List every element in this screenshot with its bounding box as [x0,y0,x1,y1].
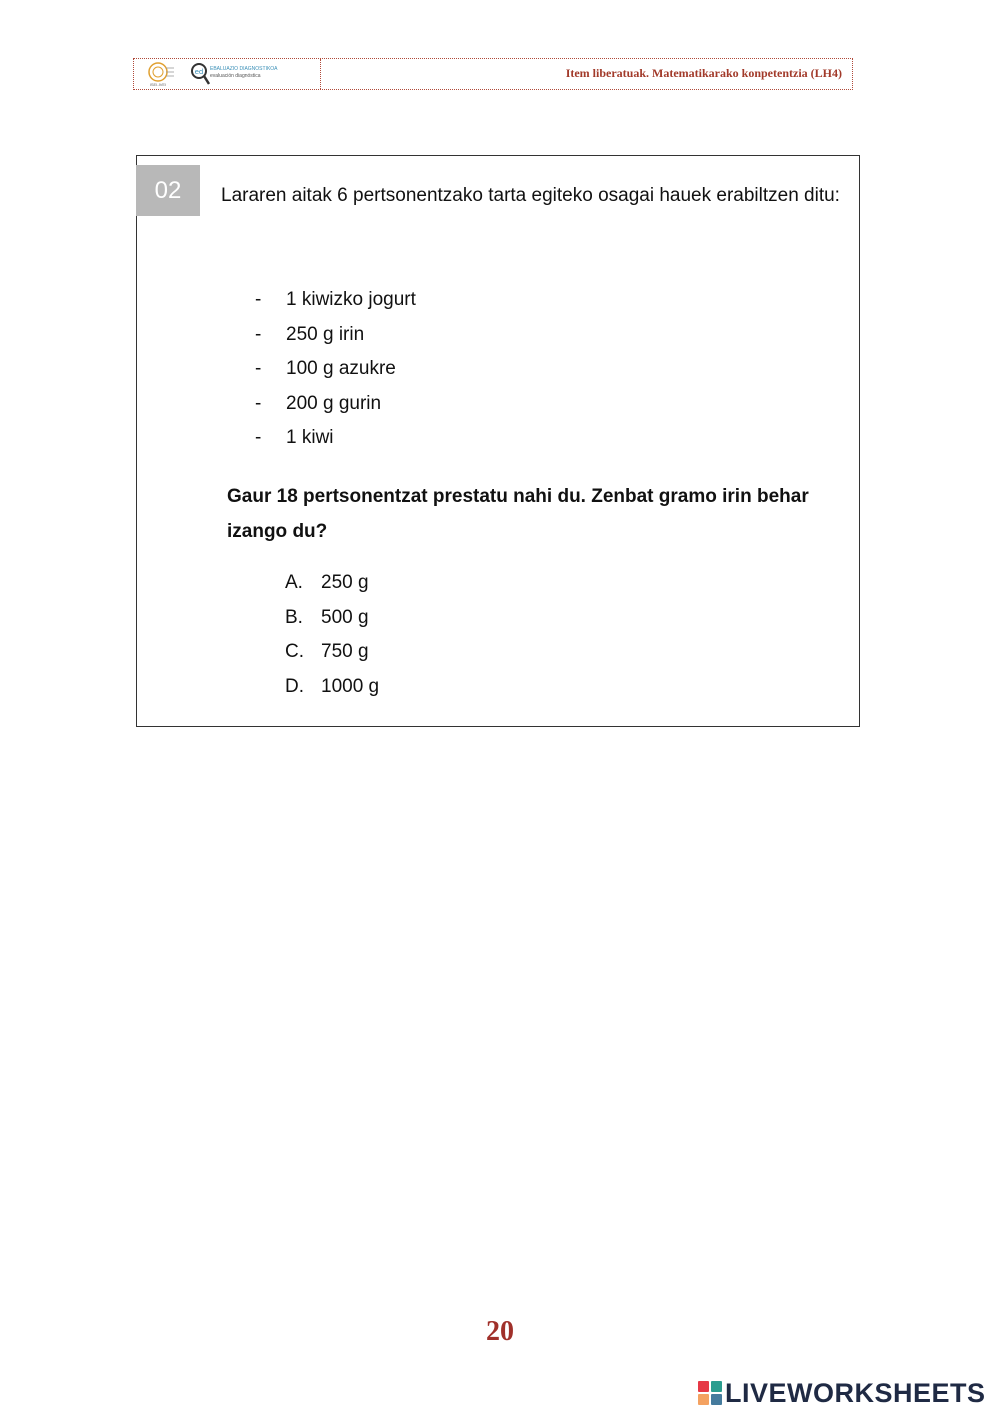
ingredient-text: 250 g irin [286,323,365,345]
answer-option-d[interactable] [285,670,379,705]
list-item [255,421,416,456]
bullet-dash: - [255,427,262,448]
option-letter: B. [285,606,303,628]
ebaluazio-logo [190,62,278,86]
option-letter: C. [285,641,304,662]
page-number: 20 [486,1316,514,1347]
page-header [133,58,853,90]
answer-option-a[interactable] [285,566,379,601]
answer-options [285,566,379,704]
list-item [255,387,416,422]
logo1-caption: ISEI-IVEI [149,82,167,87]
logo2-line2: evaluación diagnóstica [210,73,261,79]
liveworksheets-logo-icon [698,1381,722,1405]
ingredient-text: 100 g azukre [286,358,396,379]
option-letter: D. [285,675,304,697]
liveworksheets-brand[interactable] [698,1378,986,1408]
option-letter: A. [285,572,303,593]
ingredient-text: 200 g gurin [286,392,382,414]
bullet-dash: - [255,323,262,345]
liveworksheets-wordmark: LIVEWORKSHEETS [725,1377,986,1408]
option-text: 250 g [321,572,369,593]
header-title: Item liberatuak. Matematikarako konpetentzia (LH4) [565,66,842,80]
list-item [255,352,416,387]
bullet-dash: - [255,358,262,379]
list-item [255,283,416,318]
svg-text:ed: ed [194,68,204,76]
question-intro: Lararen aitak 6 pertsonentzako tarta egiteko osagai hauek erabiltzen ditu: [221,185,840,206]
ingredients-list [255,283,416,456]
option-text: 750 g [321,641,369,662]
magnifier-icon [190,62,210,86]
bullet-dash: - [255,392,262,414]
isei-ivei-logo [140,60,180,88]
answer-option-c[interactable] [285,635,379,670]
ingredient-text: 1 kiwi [286,427,334,448]
option-text: 1000 g [321,675,380,697]
logo2-line1: EBALUAZIO DIAGNOSTIKOA [210,66,278,72]
ingredient-text: 1 kiwizko jogurt [286,289,416,310]
option-text: 500 g [321,606,369,628]
header-logos [134,59,321,89]
bullet-dash: - [255,289,262,310]
list-item [255,318,416,353]
question-number-badge: 02 [136,165,200,216]
question-box [136,155,860,727]
question-prompt: Gaur 18 pertsonentzat prestatu nahi du. Zenbat gramo irin behar izango du? [227,486,809,542]
answer-option-b[interactable] [285,601,379,636]
